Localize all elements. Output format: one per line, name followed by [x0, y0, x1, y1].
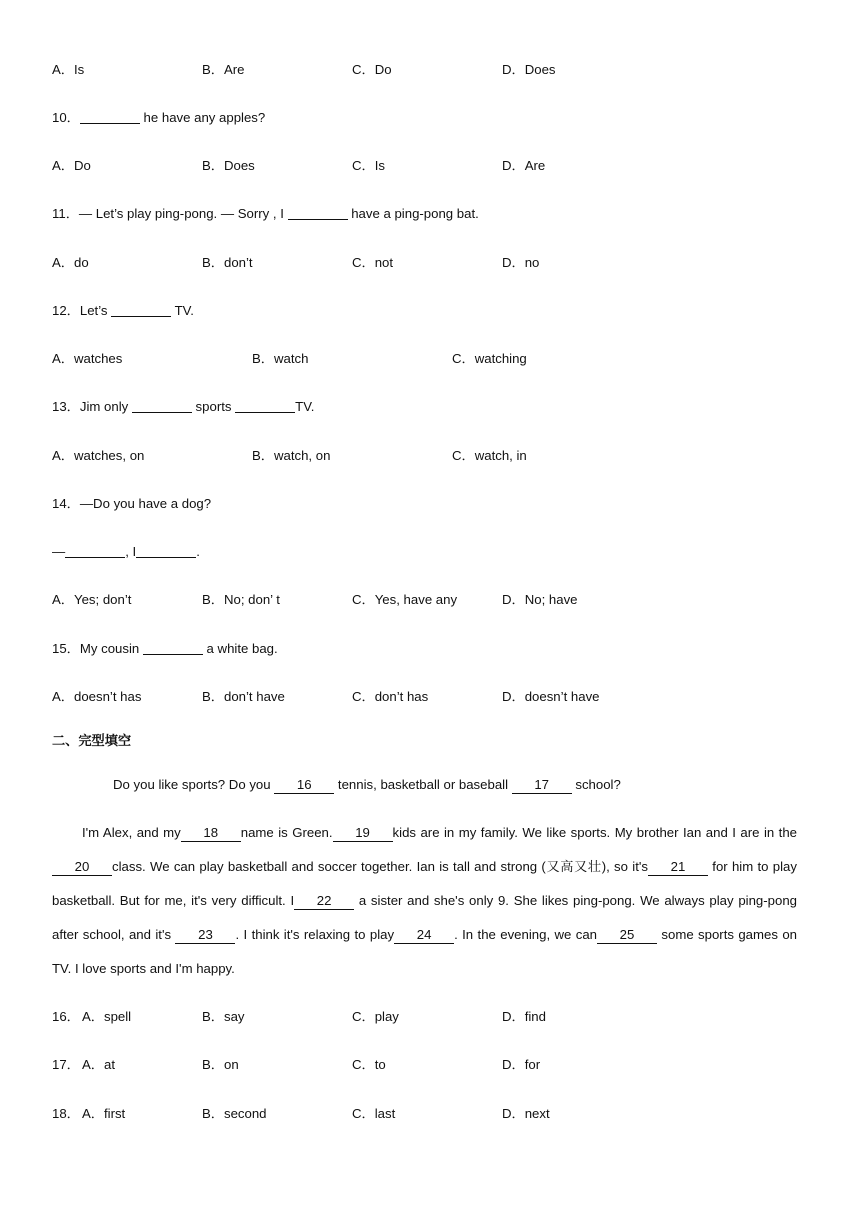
q13-blank-2: [235, 398, 295, 413]
q14-answer-start: —: [52, 544, 66, 559]
q13-option-c[interactable]: C．watch, in: [452, 448, 527, 463]
q9-options: [52, 61, 812, 79]
q18-option-a[interactable]: A．first: [82, 1106, 126, 1121]
q11-text-before: — Let’s play ping-pong. — Sorry , I: [78, 206, 288, 221]
q15-text-after: a white bag.: [202, 641, 278, 656]
blank-23: 23: [175, 927, 235, 944]
passage-paragraph-2: [52, 816, 797, 986]
q13-options: [52, 447, 812, 465]
passage-text: a sister and she's only 9. She likes ping-pong. We always play ping-pong after school, and it's: [52, 893, 797, 942]
blank-21: 21: [648, 859, 708, 876]
q16-row: [52, 1008, 812, 1026]
q15-option-c[interactable]: C．don’t has: [352, 689, 429, 704]
q17-option-d[interactable]: D．for: [502, 1057, 541, 1072]
q10-blank: [80, 109, 140, 124]
q10-stem: [52, 109, 265, 127]
q12-text-after: TV.: [171, 303, 194, 318]
q17-option-c[interactable]: C．to: [352, 1057, 386, 1072]
q15-option-b[interactable]: B．don’t have: [202, 689, 285, 704]
q15-number: 15．: [52, 641, 80, 656]
q15-option-d[interactable]: D．doesn’t have: [502, 689, 600, 704]
q17-option-a[interactable]: A．at: [82, 1057, 115, 1072]
q16-option-c[interactable]: C．play: [352, 1009, 399, 1024]
q11-option-a[interactable]: A．do: [52, 255, 89, 270]
passage-paragraph-1: [113, 776, 621, 794]
q15-option-a[interactable]: A．doesn’t has: [52, 689, 142, 704]
passage-text: kids are in my family. We like sports. My brother Ian and I are in the: [392, 825, 798, 840]
passage-text: name is Green.: [240, 825, 333, 840]
blank-18: 18: [181, 825, 241, 842]
q13-option-a[interactable]: A．watches, on: [52, 448, 145, 463]
q18-row: [52, 1105, 812, 1123]
passage-text: some sports games on TV. I love sports and I'm happy.: [52, 927, 797, 976]
q16-option-a[interactable]: A．spell: [82, 1009, 132, 1024]
q10-number: 10．: [52, 110, 80, 125]
q9-option-b[interactable]: B．Are: [202, 62, 245, 77]
passage-text: class. We can play basketball and soccer together. Ian is tall and strong (又高又壮), so it's: [112, 859, 648, 874]
q14-answer-mid: , I: [125, 544, 137, 559]
passage-text: tennis, basketball or baseball: [334, 777, 512, 792]
q9-option-d[interactable]: D．Does: [502, 62, 556, 77]
q14-question: —Do you have a dog?: [79, 496, 212, 511]
q12-options: [52, 350, 812, 368]
q10-options: [52, 157, 812, 175]
q9-option-c[interactable]: C．Do: [352, 62, 392, 77]
q12-stem: [52, 302, 194, 320]
blank-24: 24: [394, 927, 454, 944]
passage-text: . I think it's relaxing to play: [235, 927, 395, 942]
q18-option-b[interactable]: B．second: [202, 1106, 267, 1121]
blank-25: 25: [597, 927, 657, 944]
q14-answer-end: .: [196, 544, 200, 559]
q11-options: [52, 254, 812, 272]
q14-option-b[interactable]: B．No; don’ t: [202, 592, 280, 607]
q13-text-middle: sports: [191, 399, 236, 414]
passage-text: school?: [571, 777, 621, 792]
passage-text: for him to play basketball. But for me, it's very difficult. I: [52, 859, 797, 908]
q18-number: 18．: [52, 1106, 80, 1121]
q11-stem: [52, 205, 479, 223]
q18-option-c[interactable]: C．last: [352, 1106, 396, 1121]
q17-option-b[interactable]: B．on: [202, 1057, 239, 1072]
q16-option-d[interactable]: D．find: [502, 1009, 546, 1024]
q10-option-b[interactable]: B．Does: [202, 158, 255, 173]
q15-text-before: My cousin: [79, 641, 143, 656]
q12-number: 12．: [52, 303, 80, 318]
blank-16: 16: [274, 777, 334, 794]
q13-text-after: TV.: [295, 399, 315, 414]
q12-option-b[interactable]: B．watch: [252, 351, 309, 366]
q10-option-d[interactable]: D．Are: [502, 158, 546, 173]
q14-number: 14．: [52, 496, 80, 511]
q18-option-d[interactable]: D．next: [502, 1106, 550, 1121]
q13-text-before: Jim only: [79, 399, 132, 414]
q14-options: [52, 591, 812, 609]
q17-row: [52, 1056, 812, 1074]
q14-option-d[interactable]: D．No; have: [502, 592, 578, 607]
blank-22: 22: [294, 893, 354, 910]
blank-19: 19: [333, 825, 393, 842]
passage-text: . In the evening, we can: [454, 927, 598, 942]
q14-option-c[interactable]: C．Yes, have any: [352, 592, 458, 607]
q11-text-after: have a ping-pong bat.: [347, 206, 479, 221]
q11-option-d[interactable]: D．no: [502, 255, 540, 270]
q9-option-a[interactable]: A．Is: [52, 62, 85, 77]
q13-option-b[interactable]: B．watch, on: [252, 448, 331, 463]
q16-option-b[interactable]: B．say: [202, 1009, 245, 1024]
q15-blank: [143, 640, 203, 655]
q11-blank: [288, 205, 348, 220]
passage-text: Do you like sports? Do you: [113, 777, 275, 792]
q14-blank-1: [65, 543, 125, 558]
section-heading: 二、完型填空: [52, 733, 132, 748]
passage-text: I'm Alex, and my: [82, 825, 181, 840]
q13-blank-1: [132, 398, 192, 413]
q12-option-c[interactable]: C．watching: [452, 351, 527, 366]
q16-number: 16．: [52, 1009, 80, 1024]
q14-answer-line: [52, 543, 200, 561]
blank-17: 17: [512, 777, 572, 794]
q11-number: 11．: [52, 206, 79, 221]
q17-number: 17．: [52, 1057, 80, 1072]
q14-stem: [52, 495, 211, 513]
q12-text-before: Let’s: [79, 303, 112, 318]
q10-option-c[interactable]: C．Is: [352, 158, 385, 173]
q11-option-b[interactable]: B．don’t: [202, 255, 253, 270]
q13-stem: [52, 398, 314, 416]
blank-20: 20: [52, 859, 112, 876]
q14-option-a[interactable]: A．Yes; don’t: [52, 592, 132, 607]
q14-blank-2: [136, 543, 196, 558]
q10-option-a[interactable]: A．Do: [52, 158, 91, 173]
q15-options: [52, 688, 812, 706]
q12-option-a[interactable]: A．watches: [52, 351, 123, 366]
q10-text: he have any apples?: [139, 110, 266, 125]
q11-option-c[interactable]: C．not: [352, 255, 394, 270]
q15-stem: [52, 640, 278, 658]
q12-blank: [111, 302, 171, 317]
q13-number: 13．: [52, 399, 80, 414]
